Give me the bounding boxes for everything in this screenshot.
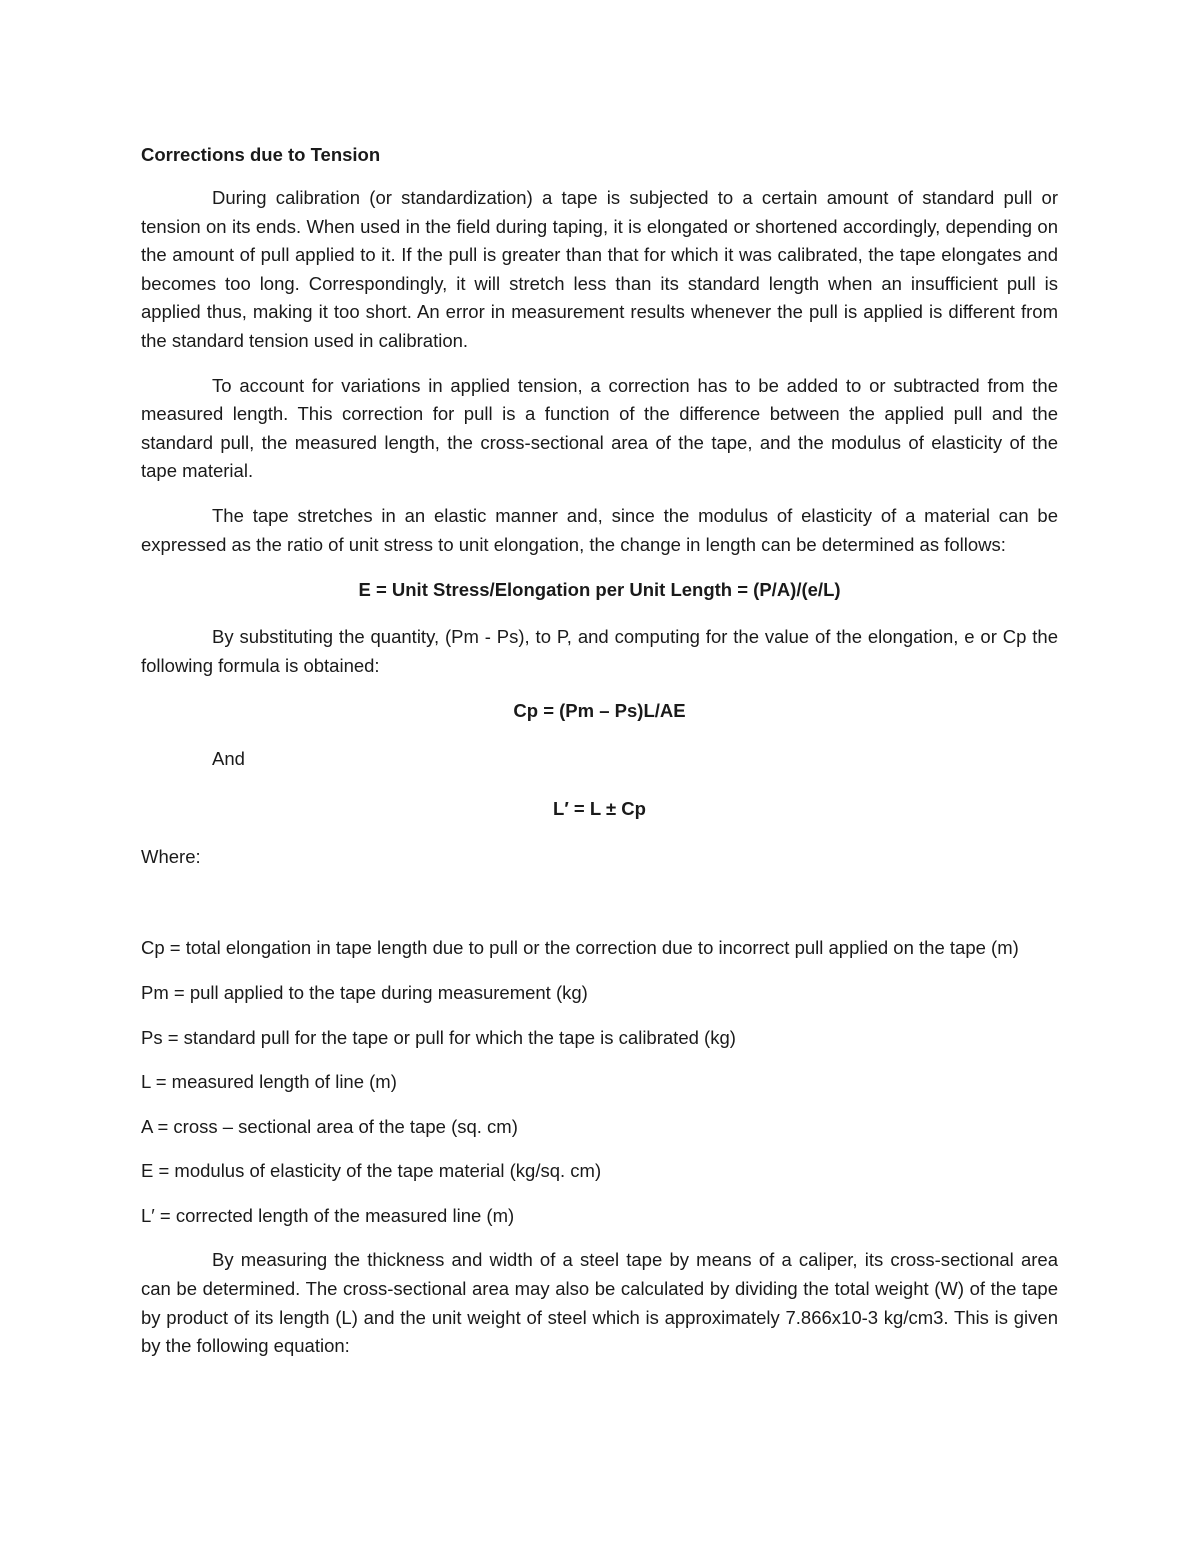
formula-cp: Cp = (Pm – Ps)L/AE — [513, 700, 686, 722]
and-label: And — [212, 748, 245, 770]
definition-pm: Pm = pull applied to the tape during measurement (kg) — [141, 981, 588, 1003]
definition-l: L = measured length of line (m) — [141, 1071, 397, 1093]
definition-l-prime: L′ = corrected length of the measured line (m) — [141, 1204, 515, 1226]
paragraph-cross-section: By measuring the thickness and width of a steel tape by means of a caliper, its cross-sectional area can be determined. The cross-sectional area may also be calculated by dividing the total weight (W) of the tape by product of its length (L) and the unit weight of steel which is approximately 7.866x10-3 kg/cm3. This is given by the following equation: — [141, 1249, 1058, 1357]
definition-cp: Cp = total elongation in tape length due to pull or the correction due to incorrect pull applied on the tape (m) — [141, 937, 1019, 959]
formula-modulus: E = Unit Stress/Elongation per Unit Length = (P/A)/(e/L) — [358, 579, 841, 601]
definitions-list — [141, 934, 1058, 1230]
section-heading: Corrections due to Tension — [141, 144, 381, 165]
paragraph-variations: To account for variations in applied tension, a correction has to be added to or subtracted from the measured length. This correction for pull is a function of the difference between the applied pull and the standard pull, the measured length, the cross-sectional area of the tape, and the modulus of elasticity of the tape material. — [141, 374, 1058, 482]
paragraph-elastic: The tape stretches in an elastic manner and, since the modulus of elasticity of a material can be expressed as the ratio of unit stress to unit elongation, the change in length can be determined as follows: — [141, 504, 1058, 555]
document-page — [141, 140, 1058, 1377]
formula-corrected-length: L′ = L ± Cp — [553, 798, 646, 820]
where-label: Where: — [141, 846, 201, 868]
paragraph-substitution: By substituting the quantity, (Pm - Ps), to P, and computing for the value of the elongation, e or Cp the following formula is obtained: — [141, 626, 1058, 676]
definition-ps: Ps = standard pull for the tape or pull for which the tape is calibrated (kg) — [141, 1026, 736, 1048]
definition-a: A = cross – sectional area of the tape (sq. cm) — [141, 1115, 518, 1137]
definition-e: E = modulus of elasticity of the tape material (kg/sq. cm) — [141, 1160, 602, 1182]
paragraph-calibration: During calibration (or standardization) a tape is subjected to a certain amount of standard pull or tension on its ends. When used in the field during taping, it is elongated or shortened accordingly, depending on the amount of pull applied to it. If the pull is greater than that for which it was calibrated, the tape elongates and becomes too long. Correspondingly, it will stretch less than its standard length when an insufficient pull is applied thus, making it too short. An error in measurement results whenever the pull is applied is different from the standard tension used in calibration. — [141, 187, 1058, 351]
